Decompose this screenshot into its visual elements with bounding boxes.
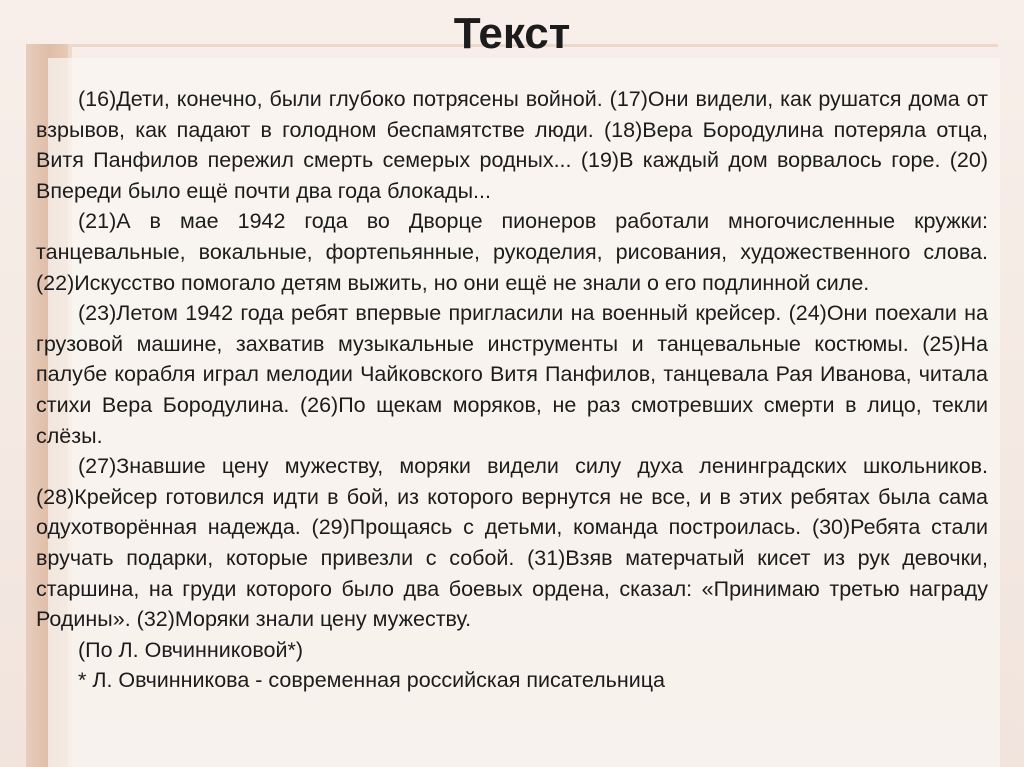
paragraph-4: (27)Знавшие цену мужеству, моряки видели силу духа ленинградских школьников. (28)Крейсер готовился идти в бой, из которого вернутся не все, и в этих ребятах была сама одухотворённая надежда. (29)Прощаясь с детьми, команда построилась. (30)Ребята стали вручать подарки, которые привезли с собой. (31)Взяв матерчатый кисет из рук девочки, старшина, на груди которого было два боевых ордена, сказал: «Принимаю третью награду Родины». (32)Моряки знали цену мужеству. [36, 454, 988, 632]
paragraph-2: (21)А в мае 1942 года во Дворце пионеров работали многочисленные кружки: танцевальные, вокальные, фортепьянные, рукоделия, рисования, художественного слова. (22)Искусство помогало детям выжить, но они ещё не знали о его подлинной силе. [36, 209, 988, 295]
slide-text-body [36, 84, 988, 696]
paragraph-3: (23)Летом 1942 года ребят впервые пригласили на военный крейсер. (24)Они поехали на грузовой машине, захватив музыкальные инструменты и танцевальные костюмы. (25)На палубе корабля играл мелодии Чайковского Витя Панфилов, танцевала Рая Иванова, читала стихи Вера Бородулина. (26)По щекам моряков, не раз смотревших смерти в лицо, текли слёзы. [36, 301, 988, 448]
paragraph-1: (16)Дети, конечно, были глубоко потрясены войной. (17)Они видели, как рушатся дома от взрывов, как падают в голодном беспамятстве люди. (18)Вера Бородулина потеряла отца, Витя Панфилов пережил смерть семерых родных... (19)В каждый дом ворвалось горе. (20) Впереди было ещё почти два года блокады... [36, 87, 988, 203]
footnote: * Л. Овчинникова - современная российская писательница [78, 668, 666, 693]
source-attribution: (По Л. Овчинниковой*) [78, 637, 304, 662]
slide-title: Текст [453, 9, 571, 58]
